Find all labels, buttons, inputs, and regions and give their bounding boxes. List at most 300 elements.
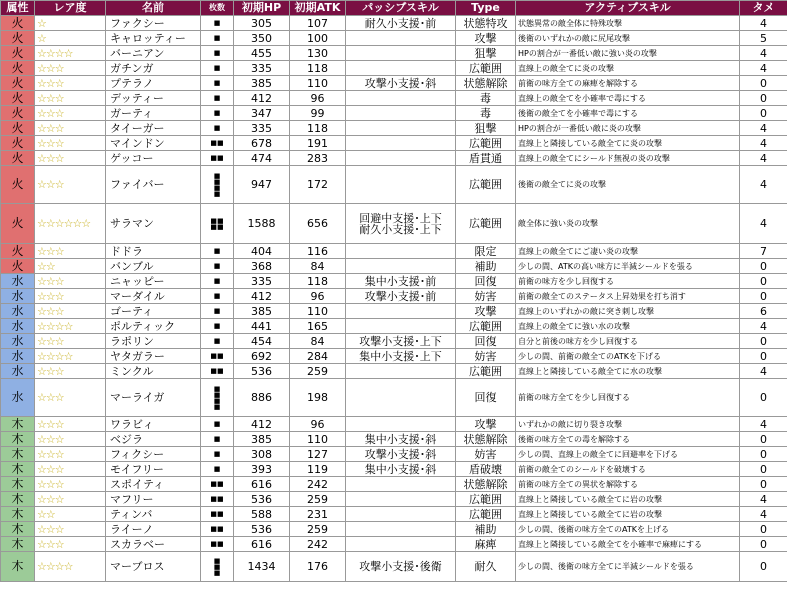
table-row[interactable] [1, 462, 787, 477]
type-cell: 広範囲 [456, 204, 516, 244]
charge-value: 0 [740, 379, 787, 417]
unit-name: ミンクル [106, 364, 201, 379]
table-row[interactable] [1, 76, 787, 91]
attribute-cell: 火 [1, 106, 35, 121]
unit-name: ティンバ [106, 507, 201, 522]
count-cell: ■ [201, 319, 234, 334]
rarity-stars: ☆ [35, 16, 106, 31]
type-cell: 状態解除 [456, 477, 516, 492]
table-row[interactable] [1, 244, 787, 259]
passive-skill [346, 507, 456, 522]
unit-name: マーブロス [106, 552, 201, 582]
attribute-cell: 火 [1, 76, 35, 91]
hp-value: 368 [234, 259, 290, 274]
passive-skill [346, 244, 456, 259]
table-row[interactable] [1, 106, 787, 121]
attribute-cell: 火 [1, 204, 35, 244]
attribute-cell: 木 [1, 537, 35, 552]
table-row[interactable] [1, 151, 787, 166]
rarity-stars: ☆☆☆ [35, 492, 106, 507]
atk-value: 231 [290, 507, 346, 522]
rarity-stars: ☆☆☆ [35, 166, 106, 204]
charge-value: 4 [740, 46, 787, 61]
rarity-stars: ☆☆☆ [35, 289, 106, 304]
hp-value: 308 [234, 447, 290, 462]
charge-value: 0 [740, 522, 787, 537]
attribute-cell: 木 [1, 522, 35, 537]
hp-value: 385 [234, 76, 290, 91]
active-skill: 直線上と隣接している敵全てに水の攻撃 [516, 364, 740, 379]
active-skill: 前衛の敵全てのステータス上昇効果を打ち消す [516, 289, 740, 304]
atk-value: 242 [290, 537, 346, 552]
charge-value: 4 [740, 204, 787, 244]
type-cell: 状態解除 [456, 432, 516, 447]
attribute-cell: 火 [1, 121, 35, 136]
unit-name: ゴーティ [106, 304, 201, 319]
attribute-cell: 火 [1, 166, 35, 204]
active-skill: HPの割合が一番低い敵に強い炎の攻撃 [516, 46, 740, 61]
type-cell: 広範囲 [456, 136, 516, 151]
unit-name: キャロッティー [106, 31, 201, 46]
rarity-stars: ☆☆☆ [35, 417, 106, 432]
unit-name: ドドラ [106, 244, 201, 259]
count-cell: ■■ [201, 507, 234, 522]
table-row[interactable] [1, 432, 787, 447]
table-row[interactable] [1, 136, 787, 151]
header-count[interactable]: 枚数 [201, 1, 234, 16]
passive-skill: 攻撃小支援･斜 [346, 76, 456, 91]
table-row[interactable] [1, 274, 787, 289]
attribute-cell: 木 [1, 432, 35, 447]
active-skill: 直線上の敵全てを小確率で毒にする [516, 91, 740, 106]
atk-value: 191 [290, 136, 346, 151]
rarity-stars: ☆☆☆☆ [35, 349, 106, 364]
type-cell: 攻撃 [456, 31, 516, 46]
attribute-cell: 火 [1, 244, 35, 259]
attribute-cell: 水 [1, 379, 35, 417]
table-row[interactable] [1, 522, 787, 537]
atk-value: 127 [290, 447, 346, 462]
attribute-cell: 水 [1, 364, 35, 379]
count-cell: ■ [201, 304, 234, 319]
table-row[interactable] [1, 447, 787, 462]
atk-value: 172 [290, 166, 346, 204]
charge-value: 0 [740, 274, 787, 289]
type-cell: 限定 [456, 244, 516, 259]
unit-name: ヤタガラー [106, 349, 201, 364]
atk-value: 259 [290, 522, 346, 537]
charge-value: 0 [740, 289, 787, 304]
hp-value: 441 [234, 319, 290, 334]
count-cell: ■■ ■■ [201, 204, 234, 244]
header-hp[interactable]: 初期HP [234, 1, 290, 16]
count-cell: ■ [201, 462, 234, 477]
rarity-stars: ☆☆☆☆ [35, 552, 106, 582]
rarity-stars: ☆☆☆ [35, 304, 106, 319]
unit-name: マインドン [106, 136, 201, 151]
type-cell: 回復 [456, 379, 516, 417]
active-skill: 直線上の敵全てにシールド無視の炎の攻撃 [516, 151, 740, 166]
hp-value: 588 [234, 507, 290, 522]
hp-value: 305 [234, 16, 290, 31]
active-skill: 少しの間、直線上の敵全てに回避率を下げる [516, 447, 740, 462]
atk-value: 107 [290, 16, 346, 31]
unit-name: タイーガー [106, 121, 201, 136]
type-cell: 盾貫通 [456, 151, 516, 166]
passive-skill [346, 417, 456, 432]
atk-value: 110 [290, 76, 346, 91]
passive-skill [346, 136, 456, 151]
passive-skill [346, 319, 456, 334]
unit-name: バーニアン [106, 46, 201, 61]
unit-name: ファイバー [106, 166, 201, 204]
atk-value: 198 [290, 379, 346, 417]
rarity-stars: ☆☆☆ [35, 136, 106, 151]
attribute-cell: 水 [1, 349, 35, 364]
passive-skill: 集中小支援･上下 [346, 349, 456, 364]
attribute-cell: 火 [1, 151, 35, 166]
atk-value: 118 [290, 121, 346, 136]
rarity-stars: ☆☆☆ [35, 334, 106, 349]
passive-skill [346, 364, 456, 379]
table-row[interactable] [1, 537, 787, 552]
charge-value: 0 [740, 91, 787, 106]
count-cell: ■ [201, 244, 234, 259]
unit-name: ファクシー [106, 16, 201, 31]
count-cell: ■ [201, 274, 234, 289]
passive-skill [346, 304, 456, 319]
attribute-cell: 火 [1, 16, 35, 31]
count-cell: ■ [201, 91, 234, 106]
charge-value: 0 [740, 334, 787, 349]
charge-value: 0 [740, 552, 787, 582]
header-type[interactable]: Type [456, 1, 516, 16]
header-attribute[interactable]: 属性 [1, 1, 35, 16]
active-skill: 後衛のいずれかの敵に尻尾攻撃 [516, 31, 740, 46]
unit-name: ガチンガ [106, 61, 201, 76]
unit-name: ガーティ [106, 106, 201, 121]
table-row[interactable] [1, 507, 787, 522]
hp-value: 886 [234, 379, 290, 417]
attribute-cell: 火 [1, 31, 35, 46]
active-skill: 自分と前後の味方を少し回復する [516, 334, 740, 349]
hp-value: 350 [234, 31, 290, 46]
rarity-stars: ☆☆☆ [35, 151, 106, 166]
table-row[interactable] [1, 121, 787, 136]
table-row[interactable] [1, 552, 787, 582]
charge-value: 0 [740, 259, 787, 274]
atk-value: 283 [290, 151, 346, 166]
count-cell: ■ [201, 61, 234, 76]
hp-value: 335 [234, 121, 290, 136]
header-atk[interactable]: 初期ATK [290, 1, 346, 16]
header-rarity[interactable]: レア度 [35, 1, 106, 16]
attribute-cell: 木 [1, 462, 35, 477]
attribute-cell: 木 [1, 417, 35, 432]
unit-name: サラマン [106, 204, 201, 244]
rarity-stars: ☆☆☆☆ [35, 319, 106, 334]
count-cell: ■■ [201, 492, 234, 507]
charge-value: 4 [740, 492, 787, 507]
attribute-cell: 火 [1, 91, 35, 106]
count-cell: ■■ [201, 151, 234, 166]
active-skill: 後衛の敵全てに炎の攻撃 [516, 166, 740, 204]
unit-name: ポルティック [106, 319, 201, 334]
attribute-cell: 木 [1, 492, 35, 507]
type-cell: 回復 [456, 334, 516, 349]
passive-skill [346, 537, 456, 552]
active-skill: 敵全体に強い炎の攻撃 [516, 204, 740, 244]
hp-value: 454 [234, 334, 290, 349]
unit-name: マーライガ [106, 379, 201, 417]
count-cell: ■ ■ ■ [201, 552, 234, 582]
active-skill: 少しの間、ATKの高い味方に半減シールドを張る [516, 259, 740, 274]
type-cell: 妨害 [456, 447, 516, 462]
type-cell: 状態特攻 [456, 16, 516, 31]
hp-value: 335 [234, 61, 290, 76]
active-skill: 前衛の味方を少し回復する [516, 274, 740, 289]
rarity-stars: ☆☆☆☆☆☆ [35, 204, 106, 244]
active-skill: 少しの間、前衛の敵全てのATKを下げる [516, 349, 740, 364]
active-skill: 直線上と隣接している敵全てに岩の攻撃 [516, 492, 740, 507]
attribute-cell: 木 [1, 477, 35, 492]
rarity-stars: ☆☆☆ [35, 522, 106, 537]
table-row[interactable] [1, 349, 787, 364]
active-skill: 直線上の敵全てに炎の攻撃 [516, 61, 740, 76]
atk-value: 110 [290, 304, 346, 319]
atk-value: 99 [290, 106, 346, 121]
passive-skill [346, 61, 456, 76]
type-cell: 狙撃 [456, 46, 516, 61]
atk-value: 165 [290, 319, 346, 334]
type-cell: 麻痺 [456, 537, 516, 552]
attribute-cell: 水 [1, 304, 35, 319]
unit-name: デッティー [106, 91, 201, 106]
hp-value: 678 [234, 136, 290, 151]
passive-skill: 攻撃小支援･斜 [346, 447, 456, 462]
header-active-skill[interactable]: アクティブスキル [516, 1, 740, 16]
passive-skill: 攻撃小支援･前 [346, 289, 456, 304]
hp-value: 404 [234, 244, 290, 259]
rarity-stars: ☆☆☆ [35, 61, 106, 76]
type-cell: 広範囲 [456, 166, 516, 204]
atk-value: 130 [290, 46, 346, 61]
header-passive-skill[interactable]: パッシブスキル [346, 1, 456, 16]
active-skill: 直線上と隣接している敵全てを小確率で麻痺にする [516, 537, 740, 552]
table-row[interactable] [1, 16, 787, 31]
unit-name: スカラベー [106, 537, 201, 552]
table-row[interactable] [1, 334, 787, 349]
count-cell: ■ [201, 334, 234, 349]
passive-skill: 攻撃小支援･上下 [346, 334, 456, 349]
attribute-cell: 火 [1, 136, 35, 151]
passive-skill [346, 91, 456, 106]
passive-skill [346, 151, 456, 166]
attribute-cell: 水 [1, 274, 35, 289]
type-cell: 攻撃 [456, 417, 516, 432]
table-row[interactable] [1, 364, 787, 379]
type-cell: 広範囲 [456, 319, 516, 334]
active-skill: 直線上の敵全てにご凄い炎の攻撃 [516, 244, 740, 259]
charge-value: 0 [740, 349, 787, 364]
count-cell: ■■ [201, 364, 234, 379]
table-row[interactable] [1, 319, 787, 334]
rarity-stars: ☆☆☆ [35, 244, 106, 259]
charge-value: 0 [740, 477, 787, 492]
charge-value: 4 [740, 61, 787, 76]
unit-name: ベジラ [106, 432, 201, 447]
hp-value: 412 [234, 417, 290, 432]
charge-value: 4 [740, 151, 787, 166]
header-name[interactable]: 名前 [106, 1, 201, 16]
table-row[interactable] [1, 31, 787, 46]
count-cell: ■ [201, 259, 234, 274]
active-skill: 後衛の敵全てを小確率で毒にする [516, 106, 740, 121]
charge-value: 4 [740, 121, 787, 136]
count-cell: ■ [201, 417, 234, 432]
type-cell: 毒 [456, 91, 516, 106]
type-cell: 毒 [456, 106, 516, 121]
charge-value: 7 [740, 244, 787, 259]
type-cell: 広範囲 [456, 364, 516, 379]
table-row[interactable] [1, 61, 787, 76]
passive-skill: 集中小支援･斜 [346, 432, 456, 447]
rarity-stars: ☆☆☆ [35, 106, 106, 121]
passive-skill [346, 121, 456, 136]
atk-value: 118 [290, 61, 346, 76]
attribute-cell: 火 [1, 259, 35, 274]
count-cell: ■■ [201, 349, 234, 364]
hp-value: 616 [234, 477, 290, 492]
active-skill: 少しの間、後衛の味方全てに半減シールドを張る [516, 552, 740, 582]
unit-name: マーダイル [106, 289, 201, 304]
charge-value: 0 [740, 537, 787, 552]
attribute-cell: 火 [1, 46, 35, 61]
hp-value: 616 [234, 537, 290, 552]
count-cell: ■ [201, 76, 234, 91]
unit-name: ゲッコー [106, 151, 201, 166]
attribute-cell: 木 [1, 507, 35, 522]
table-row[interactable] [1, 289, 787, 304]
unit-name: バンブル [106, 259, 201, 274]
unit-name: モイフリー [106, 462, 201, 477]
atk-value: 119 [290, 462, 346, 477]
active-skill: 前衛の敵全てのシールドを破壊する [516, 462, 740, 477]
active-skill: 状態異常の敵全体に特殊攻撃 [516, 16, 740, 31]
atk-value: 96 [290, 417, 346, 432]
table-row[interactable] [1, 166, 787, 204]
header-row [1, 1, 787, 16]
count-cell: ■ [201, 289, 234, 304]
hp-value: 347 [234, 106, 290, 121]
active-skill: 直線上と隣接している敵全てに岩の攻撃 [516, 507, 740, 522]
count-cell: ■■ [201, 537, 234, 552]
table-row[interactable] [1, 492, 787, 507]
attribute-cell: 水 [1, 319, 35, 334]
count-cell: ■■ [201, 477, 234, 492]
atk-value: 96 [290, 91, 346, 106]
count-cell: ■ [201, 16, 234, 31]
rarity-stars: ☆☆☆ [35, 91, 106, 106]
rarity-stars: ☆☆☆ [35, 274, 106, 289]
atk-value: 259 [290, 492, 346, 507]
attribute-cell: 火 [1, 61, 35, 76]
hp-value: 536 [234, 522, 290, 537]
type-cell: 妨害 [456, 349, 516, 364]
passive-skill [346, 477, 456, 492]
type-cell: 耐久 [456, 552, 516, 582]
passive-skill [346, 166, 456, 204]
unit-name: フィクシー [106, 447, 201, 462]
passive-skill [346, 46, 456, 61]
passive-skill [346, 379, 456, 417]
table-row[interactable] [1, 259, 787, 274]
attribute-cell: 木 [1, 552, 35, 582]
table-row[interactable] [1, 477, 787, 492]
atk-value: 84 [290, 334, 346, 349]
charge-value: 0 [740, 106, 787, 121]
table-row[interactable] [1, 91, 787, 106]
count-cell: ■ [201, 121, 234, 136]
table-row[interactable] [1, 46, 787, 61]
charge-value: 4 [740, 136, 787, 151]
passive-skill: 集中小支援･前 [346, 274, 456, 289]
hp-value: 393 [234, 462, 290, 477]
hp-value: 474 [234, 151, 290, 166]
table-row[interactable] [1, 304, 787, 319]
rarity-stars: ☆ [35, 31, 106, 46]
atk-value: 96 [290, 289, 346, 304]
table-row[interactable] [1, 204, 787, 244]
table-row[interactable] [1, 379, 787, 417]
atk-value: 100 [290, 31, 346, 46]
unit-name: ニャッピー [106, 274, 201, 289]
atk-value: 176 [290, 552, 346, 582]
atk-value: 118 [290, 274, 346, 289]
unit-name: スポイティ [106, 477, 201, 492]
rarity-stars: ☆☆ [35, 507, 106, 522]
passive-skill: 耐久小支援･前 [346, 16, 456, 31]
charge-value: 4 [740, 166, 787, 204]
hp-value: 536 [234, 364, 290, 379]
table-row[interactable] [1, 417, 787, 432]
passive-skill: 回避中支援･上下 耐久小支援･上下 [346, 204, 456, 244]
rarity-stars: ☆☆☆ [35, 364, 106, 379]
table-body [1, 16, 787, 582]
attribute-cell: 水 [1, 289, 35, 304]
charge-value: 4 [740, 319, 787, 334]
active-skill: 直線上の敵全てに強い水の攻撃 [516, 319, 740, 334]
atk-value: 242 [290, 477, 346, 492]
rarity-stars: ☆☆☆ [35, 379, 106, 417]
atk-value: 84 [290, 259, 346, 274]
charge-value: 5 [740, 31, 787, 46]
hp-value: 335 [234, 274, 290, 289]
active-skill: 直線上のいずれかの敵に突き刺し攻撃 [516, 304, 740, 319]
rarity-stars: ☆☆☆ [35, 432, 106, 447]
count-cell: ■ [201, 432, 234, 447]
type-cell: 広範囲 [456, 492, 516, 507]
rarity-stars: ☆☆☆ [35, 462, 106, 477]
charge-value: 6 [740, 304, 787, 319]
header-charge[interactable]: タメ [740, 1, 787, 16]
charge-value: 0 [740, 432, 787, 447]
type-cell: 盾破壊 [456, 462, 516, 477]
unit-name: ラポリン [106, 334, 201, 349]
rarity-stars: ☆☆☆ [35, 447, 106, 462]
rarity-stars: ☆☆☆ [35, 121, 106, 136]
unit-name: マフリー [106, 492, 201, 507]
